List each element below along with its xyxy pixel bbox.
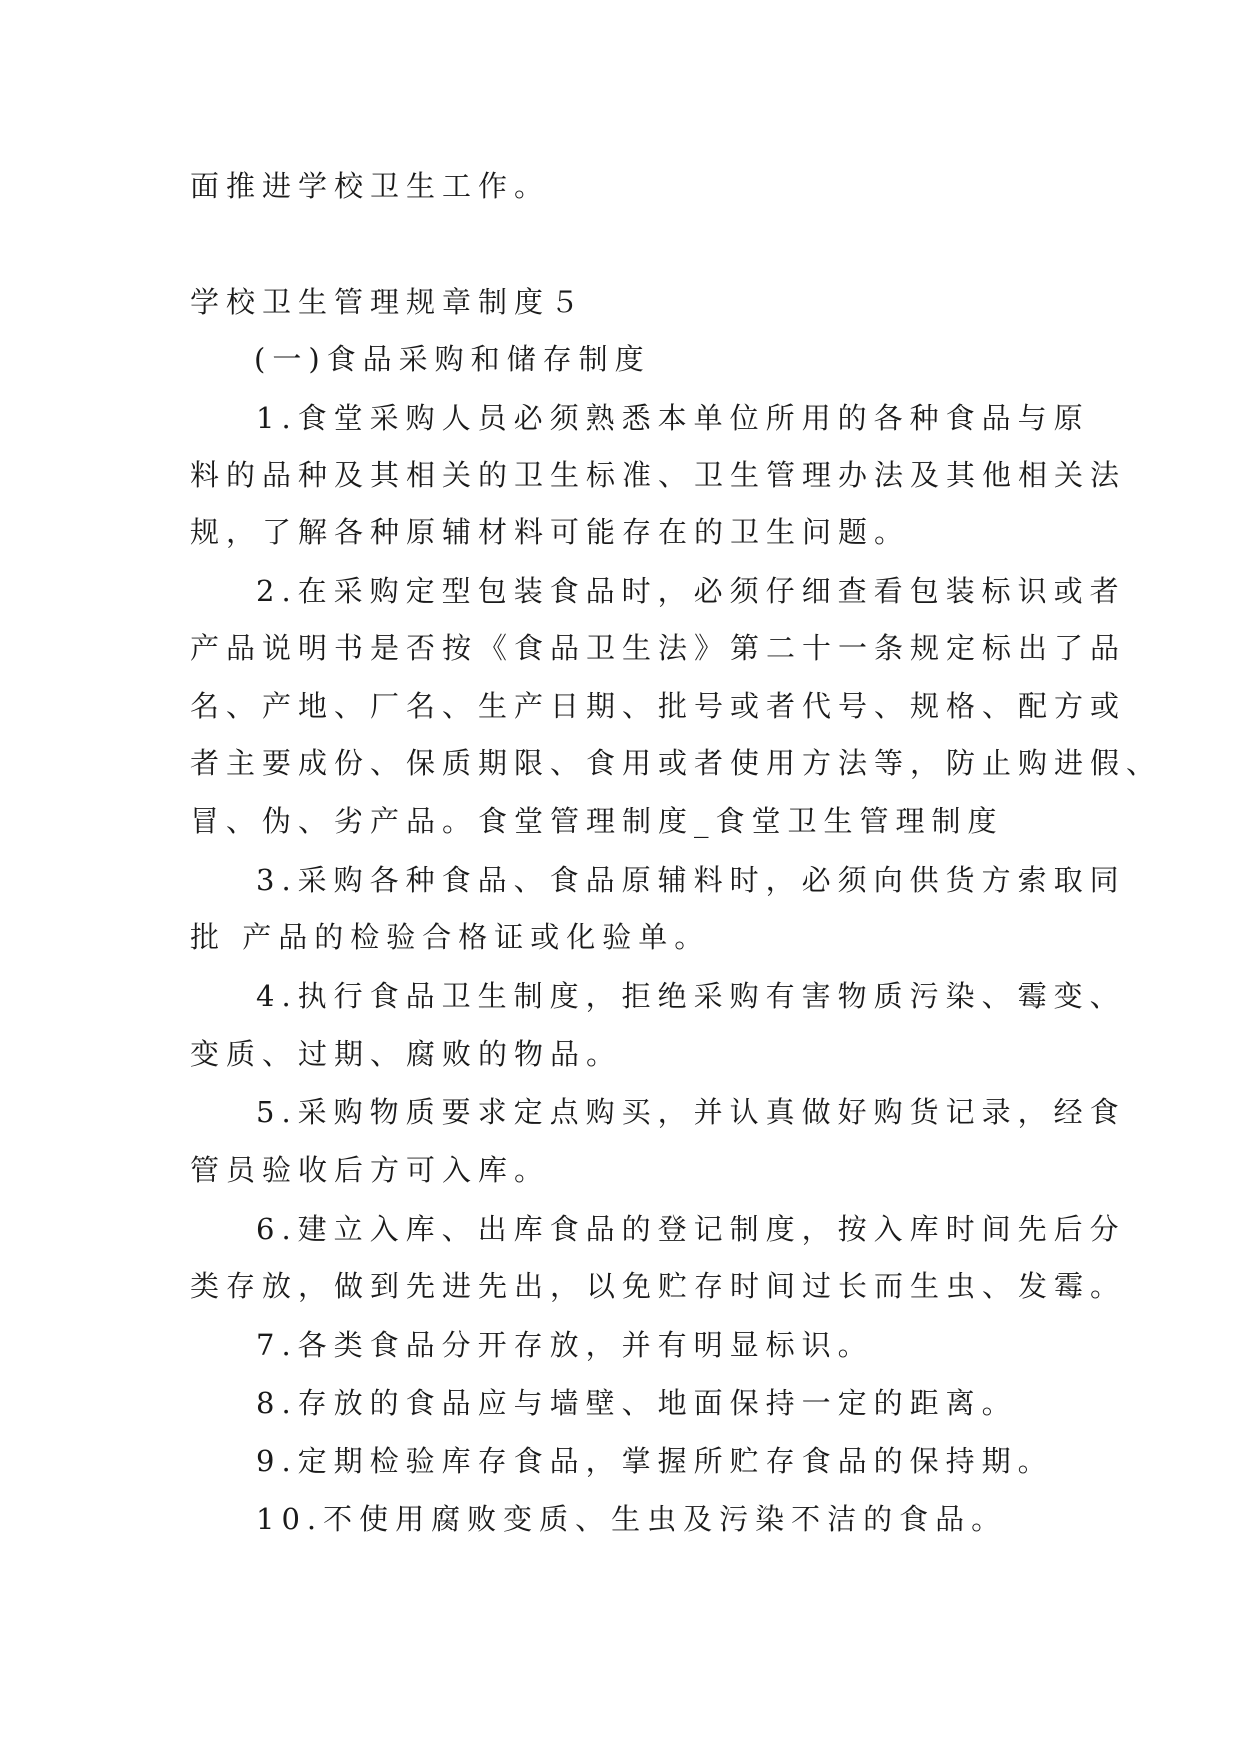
paragraph-line: 4.执行食品卫生制度，拒绝采购有害物质污染、霉变、 — [256, 979, 1126, 1013]
section-title: 学校卫生管理规章制度５ — [190, 285, 587, 319]
paragraph-line: 9.定期检验库存食品，掌握所贮存食品的保持期。 — [256, 1444, 1054, 1478]
paragraph-line: 者主要成份、保质期限、食用或者使用方法等，防止购进假、 — [190, 746, 1163, 780]
paragraph-line: 名、产地、厂名、生产日期、批号或者代号、规格、配方或 — [190, 689, 1127, 723]
paragraph-line: 3.采购各种食品、食品原辅料时，必须向供货方索取同 — [256, 863, 1126, 897]
paragraph-line: 料的品种及其相关的卫生标准、卫生管理办法及其他相关法 — [190, 458, 1127, 492]
paragraph-line: 7.各类食品分开存放，并有明显标识。 — [256, 1328, 874, 1362]
paragraph-line: 变质、过期、腐败的物品。 — [190, 1037, 623, 1071]
paragraph-line: 管员验收后方可入库。 — [190, 1153, 551, 1187]
paragraph-line: 类存放，做到先进先出，以免贮存时间过长而生虫、发霉。 — [190, 1269, 1127, 1303]
paragraph-line: 批 产品的检验合格证或化验单。 — [190, 920, 711, 954]
carryover-line: 面推进学校卫生工作。 — [190, 169, 551, 203]
paragraph-line: 10.不使用腐败变质、生虫及污染不洁的食品。 — [256, 1502, 1008, 1536]
paragraph-line: 2.在采购定型包装食品时，必须仔细查看包装标识或者 — [256, 574, 1126, 608]
paragraph-line: 1.食堂采购人员必须熟悉本单位所用的各种食品与原 — [256, 401, 1090, 435]
paragraph-line: 6.建立入库、出库食品的登记制度，按入库时间先后分 — [256, 1212, 1126, 1246]
subsection-title: (一)食品采购和储存制度 — [254, 342, 651, 376]
paragraph-line: 5.采购物质要求定点购买，并认真做好购货记录，经食 — [256, 1095, 1126, 1129]
paragraph-line: 规，了解各种原辅材料可能存在的卫生问题。 — [190, 515, 911, 549]
paragraph-line: 冒、伪、劣产品。食堂管理制度_食堂卫生管理制度 — [190, 804, 1004, 838]
paragraph-line: 产品说明书是否按《食品卫生法》第二十一条规定标出了品 — [190, 631, 1127, 665]
paragraph-line: 8.存放的食品应与墙壁、地面保持一定的距离。 — [256, 1386, 1018, 1420]
